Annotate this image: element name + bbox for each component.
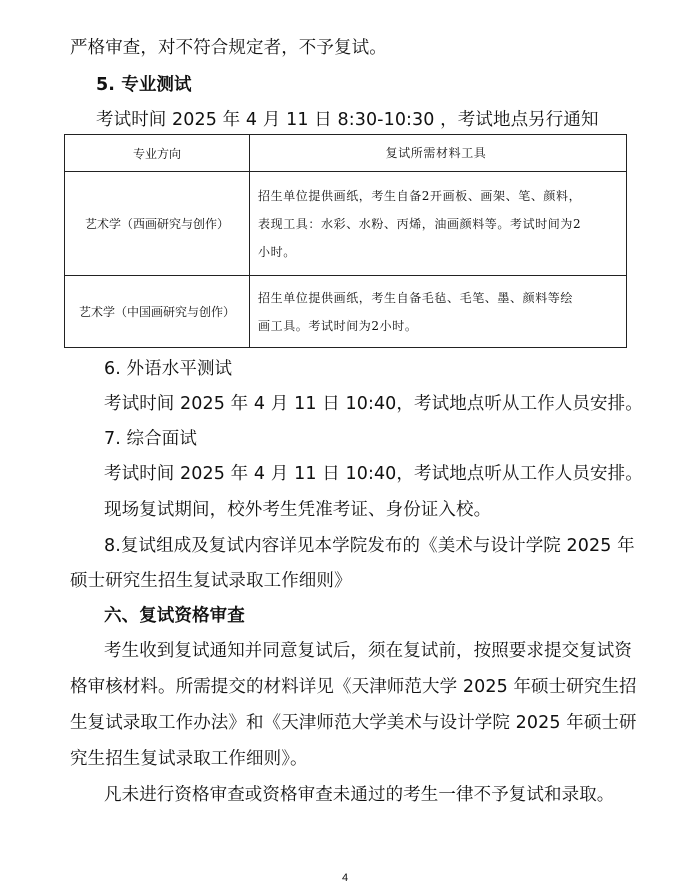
page-number: 4: [342, 872, 349, 884]
table-header-row: [65, 135, 627, 172]
section-8-line: 硕士研究生招生复试录取工作细则》: [70, 571, 352, 591]
row-direction: 艺术学（中国画研究与创作）: [65, 276, 250, 348]
onsite-notice: 现场复试期间，校外考生凭准考证、身份证入校。: [104, 500, 492, 520]
row-direction: 艺术学（西画研究与创作）: [65, 172, 250, 276]
section-8-line: 8.复试组成及复试内容详见本学院发布的《美术与设计学院 2025 年: [104, 536, 635, 556]
row-materials: [250, 172, 627, 276]
section-6-heading: 6. 外语水平测试: [104, 359, 233, 379]
paragraph-line: 严格审查，对不符合规定者，不予复试。: [70, 38, 387, 58]
section-5-heading: 5. 专业测试: [96, 75, 192, 95]
materials-line: 招生单位提供画纸，考生自备2开画板、画架、笔、颜料，: [258, 188, 582, 203]
paragraph-line: 究生招生复试录取工作细则》。: [70, 749, 308, 769]
header-direction: 专业方向: [65, 135, 250, 172]
materials-line: 招生单位提供画纸，考生自备毛毡、毛笔、墨、颜料等绘: [258, 290, 574, 305]
materials-line: 表现工具：水彩、水粉、丙烯，油画颜料等。考试时间为2: [258, 216, 582, 231]
section-7-heading: 7. 综合面试: [104, 429, 197, 449]
paragraph-line: 考生收到复试通知并同意复试后，须在复试前，按照要求提交复试资: [104, 641, 632, 661]
materials-line: 小时。: [258, 244, 296, 259]
header-materials: 复试所需材料工具: [250, 135, 627, 172]
materials-line: 画工具。考试时间为2小时。: [258, 318, 418, 333]
exam-time-7: 考试时间 2025 年 4 月 11 日 10:40，考试地点听从工作人员安排。: [104, 464, 643, 484]
exam-time-6: 考试时间 2025 年 4 月 11 日 10:40，考试地点听从工作人员安排。: [104, 394, 643, 414]
paragraph-line: 格审核材料。所需提交的材料详见《天津师范大学 2025 年硕士研究生招: [70, 677, 637, 697]
materials-table: [64, 134, 627, 348]
table-row: [65, 172, 627, 276]
row-materials: [250, 276, 627, 348]
exam-time-5: 考试时间 2025 年 4 月 11 日 8:30-10:30 ，考试地点另行通知: [96, 110, 599, 130]
table-row: [65, 276, 627, 348]
section-six-heading: 六、复试资格审查: [104, 606, 245, 626]
paragraph-line: 生复试录取工作办法》和《天津师范大学美术与设计学院 2025 年硕士研: [70, 713, 637, 733]
paragraph-line: 凡未进行资格审查或资格审查未通过的考生一律不予复试和录取。: [104, 785, 615, 805]
